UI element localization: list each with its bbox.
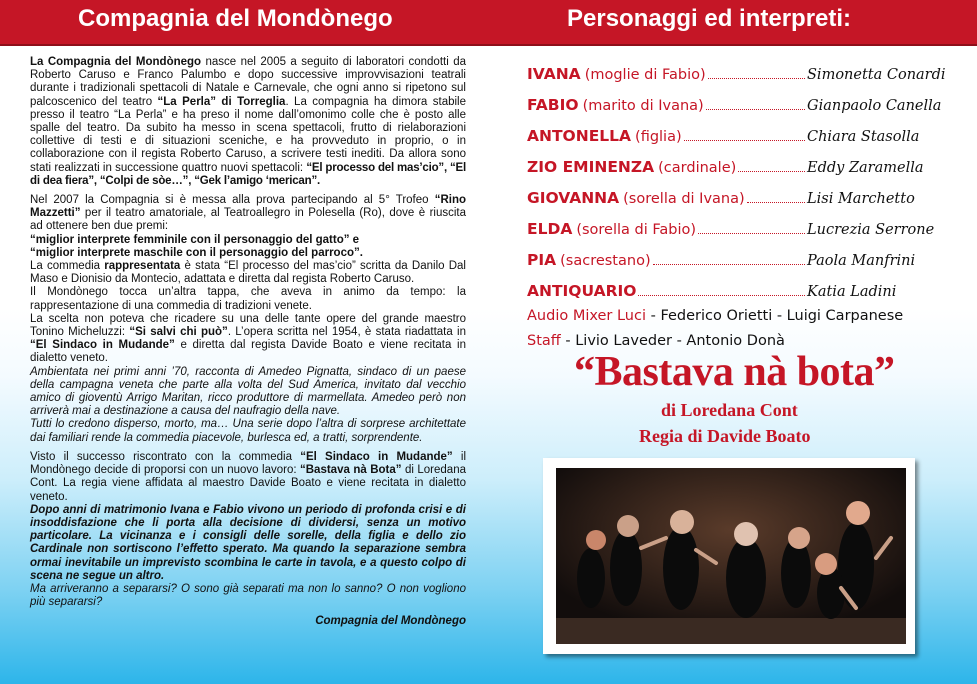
paragraph-plot-bastava: Dopo anni di matrimonio Ivana e Fabio vivono un periodo di profonda crisi e di insoddisfazione che li porta alla decisione di dividersi, senza un motivo particolare. La vicinanza e i consigli delle sorelle, della figlia e dello zio Cardinale non sortiscono l’effetto sperato. Ma quando la separazione sembra ormai inevitabile un imprevisto scombina le carte in tavola, e a questo colpo di scena ne segue un altro. [30, 503, 466, 582]
actor-name: Lisi Marchetto [807, 191, 915, 207]
text-run: il Mondònego decide di proporsi con un nuovo lavoro: [30, 450, 467, 477]
text-run: “La Perla” di Torreglia [157, 95, 286, 108]
text-run: “Rino Mazzetti” [30, 194, 466, 220]
cast-row [527, 145, 947, 176]
actor-name: Simonetta Conardi [807, 67, 946, 83]
cast-title: Personaggi ed interpreti: [567, 5, 852, 32]
cast-row [527, 207, 947, 238]
actor-name: Chiara Stasolla [807, 129, 920, 145]
text-run: e diretta dal regista Davide Boato e viene recitata in dialetto veneto. [30, 339, 467, 365]
paragraph-founding [30, 56, 466, 188]
trophy-text [30, 194, 466, 232]
cast-row [527, 114, 947, 145]
leader-dots [638, 294, 805, 296]
play-director: Regia di Davide Boato [639, 426, 811, 446]
character-role: (sorella di Ivana) [623, 191, 745, 207]
audio-label: Audio Mixer Luci [527, 308, 647, 324]
character-role: (moglie di Fabio) [584, 67, 706, 83]
character-role: (sacrestano) [560, 253, 651, 269]
character-role: (sorella di Fabio) [576, 222, 697, 238]
cast-photo-illustration [556, 468, 906, 644]
character-name: FABIO [527, 96, 579, 114]
cast-row [527, 269, 947, 300]
cast-row [527, 52, 947, 83]
actor-name: Gianpaolo Canella [807, 98, 942, 114]
audio-names: - Federico Orietti - Luigi Carpanese [646, 308, 904, 324]
award-male: “miglior interprete maschile con il personaggio del parroco”. [30, 246, 363, 259]
signature: Compagnia del Mondònego [315, 615, 466, 628]
paragraph-comedy [30, 260, 466, 286]
text-run: . L’opera scritta nel 1954, è stata riadattata in [227, 326, 467, 339]
company-title: Compagnia del Mondònego [78, 5, 393, 32]
character-name: ANTONELLA [527, 127, 632, 145]
character-name: ANTIQUARIO [527, 282, 637, 300]
actor-name: Lucrezia Serrone [807, 222, 935, 238]
text-run: Visto il successo riscontrato con la commedia [30, 450, 301, 463]
staff-names: - Livio Laveder - Antonio Donà [560, 333, 785, 349]
paragraph-plot-twist: Tutti lo credono disperso, morto, ma… Una serie dopo l’altra di sorprese architettate dai familiari rende la commedia piacevole, burlesca ed, a tratti, sorprendente. [30, 418, 466, 444]
character-name: IVANA [527, 65, 581, 83]
company-history [30, 56, 466, 629]
text-run: Nel 2007 la Compagnia si è messa alla prova partecipando al 5° Trofeo [30, 194, 435, 207]
paragraph-milestone: Il Mondònego tocca un’altra tappa, che aveva in animo da tempo: la rappresentazione di una commedia di tradizioni venete. [30, 286, 466, 312]
text-run: . La compagnia ha dimora stabile presso il teatro “La Perla” e ha preso il nome dall’omonimo colle che è posto alle spalle del teatro. Da subito ha messo in scena spettacoli, frutto di rielaborazioni collettive di testi e di situazioni sceniche, e ha provveduto in proprio, o in collaborazione con il regista Roberto Caruso, a scrivere testi inediti. Da allora sono stati realizzati in successione quattro nuovi spettacoli: [30, 95, 467, 174]
cast-row [527, 83, 947, 114]
actor-name: Katia Ladini [807, 284, 897, 300]
play-author: di Loredana Cont [661, 400, 798, 420]
character-role: (cardinale) [658, 160, 737, 176]
text-run: per il teatro amatoriale, al Teatroallegro in Polesella (Ro), dove è riuscita ad ottenere ben due premi: [30, 207, 466, 233]
text-run: è stata “El processo del mas’cio” scritta da Danilo Dal Maso e Dionisio da Montecio, adattata e diretta dal regista Roberto Caruso. [30, 260, 466, 286]
leader-dots [698, 232, 805, 234]
cast-photo [556, 468, 906, 644]
cast-list [527, 52, 947, 354]
text-run: “El Sindaco in Mudande” [300, 450, 453, 463]
paragraph-plot-sindaco: Ambientata nei primi anni ’70, racconta di Amedeo Pignatta, sindaco di un paese della campagna veneta che parte alla volta del Sud America, invitato dal vecchio amico di gioventù Arrigo Maritan, ricco produttore di marmellata. Amedeo però non arriverà mai a destinazione a causa del naufragio della nave. [30, 365, 466, 418]
paragraph-new-work [30, 451, 466, 504]
character-role: (figlia) [635, 129, 682, 145]
character-name: ZIO EMINENZA [527, 158, 655, 176]
character-name: GIOVANNA [527, 189, 620, 207]
text-run: La scelta non poteva che ricadere su una delle tante opere del grande maestro Tonino Micheluzzi: [30, 312, 466, 339]
play-title: “Bastava nà bota” [574, 349, 895, 395]
leader-dots [738, 170, 805, 172]
text-run: La Compagnia del Mondònego [30, 56, 202, 68]
cast-row [527, 238, 947, 269]
leader-dots [706, 108, 805, 110]
cast-row [527, 176, 947, 207]
leader-dots [684, 139, 805, 141]
audio-credits [527, 304, 947, 329]
text-run: di Loredana Cont. La regia viene affidata al maestro Davide Boato e viene recitata in dialetto veneto. [30, 464, 466, 503]
paragraph-trophy [30, 194, 466, 260]
text-run: “Bastava nà Bota” [300, 464, 402, 477]
text-run: rappresentata [104, 260, 181, 273]
staff-label: Staff [527, 333, 561, 349]
leader-dots [747, 201, 805, 203]
text-run: nasce nel 2005 a seguito di laboratori condotti da Roberto Caruso e Franco Palumbo e dopo successive improvvisazioni teatrali durante i tradizionali spettacoli di Natale e Carnevale, che ogni anno si ripetono sul palcoscenico del teatro [30, 56, 466, 108]
character-name: ELDA [527, 220, 573, 238]
paragraph-micheluzzi [30, 313, 466, 366]
leader-dots [708, 77, 805, 79]
text-run: “El Sindaco in Mudande” [30, 339, 175, 352]
text-run: “Si salvi chi può” [129, 326, 228, 339]
character-role: (marito di Ivana) [582, 98, 704, 114]
character-name: PIA [527, 251, 557, 269]
actor-name: Paola Manfrini [807, 253, 916, 269]
text-run: La commedia [30, 260, 105, 273]
paragraph-questions: Ma arriveranno a separarsi? O sono già separati ma non lo sanno? O non vogliono più separarsi? [30, 582, 466, 609]
leader-dots [653, 263, 805, 265]
actor-name: Eddy Zaramella [807, 160, 924, 176]
award-female: “miglior interprete femminile con il personaggio del gatto” e [30, 233, 360, 246]
text-run: “El processo del mas’cio”, “El di dea fiera”, “Colpi de sòe…”, “Gek l’amigo ‘merican”. [30, 161, 466, 187]
